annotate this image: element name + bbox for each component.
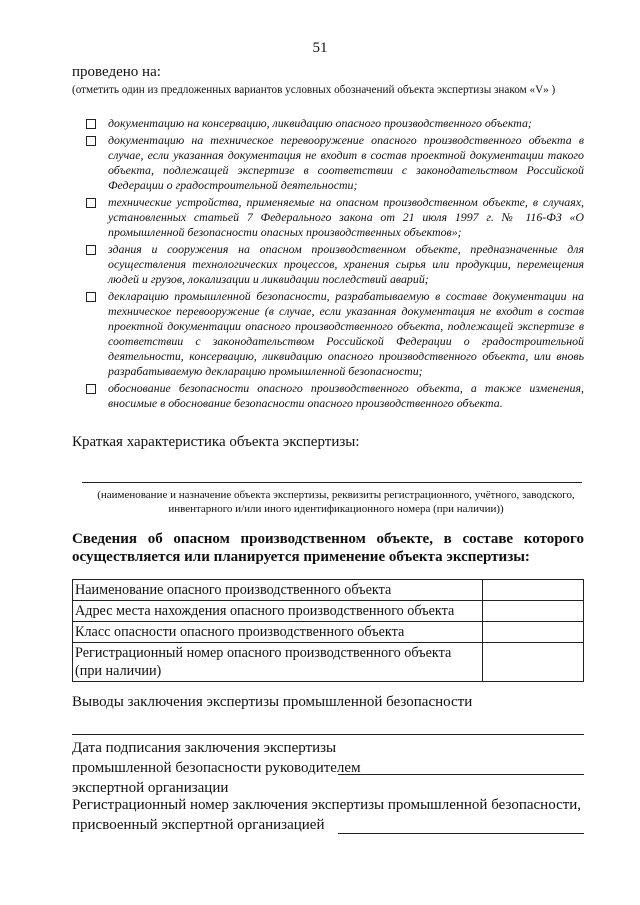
option-label: декларацию промышленной безопасности, разрабатываемую в составе документации на техническое перевооружение (в случае, если указанная документация не входит в состав проектной документации опасного производственного объекта, подлежащей экспертизе в соответствии с законодательством Российской Федерации о градостроительной деятельности, консервацию, ликвидацию опасного производственного объекта, или вновь разрабатываемую декларацию промышленной безопасности; bbox=[108, 289, 584, 378]
option-label: документацию на консервацию, ликвидацию опасного производственного объекта; bbox=[108, 116, 532, 130]
hpo-field-label: Адрес места нахождения опасного производственного объекта bbox=[73, 601, 483, 622]
checkbox[interactable] bbox=[86, 384, 96, 394]
checkbox[interactable] bbox=[86, 119, 96, 129]
checkbox[interactable] bbox=[86, 136, 96, 146]
table-row bbox=[73, 622, 584, 643]
signing-date-line[interactable] bbox=[338, 774, 584, 775]
brief-description-label: Краткая характеристика объекта экспертизы: bbox=[72, 434, 360, 450]
checkbox[interactable] bbox=[86, 245, 96, 255]
conclusion-regnum-label: Регистрационный номер заключения экспертизы промышленной безопасности, присвоенный экспертной организацией bbox=[72, 797, 582, 833]
conducted-on-heading: проведено на: bbox=[72, 64, 161, 80]
conclusions-label: Выводы заключения экспертизы промышленной безопасности bbox=[72, 694, 473, 710]
conclusions-line[interactable] bbox=[72, 734, 584, 735]
page-number: 51 bbox=[312, 40, 328, 56]
selection-hint: (отметить один из предложенных вариантов условных обозначений объекта экспертизы знаком «V» ) bbox=[72, 84, 556, 96]
hpo-regnum-value[interactable] bbox=[483, 643, 584, 682]
table-row bbox=[73, 643, 584, 682]
hpo-class-value[interactable] bbox=[483, 622, 584, 643]
option-declaration[interactable] bbox=[84, 289, 584, 379]
signing-date-label: Дата подписания заключения экспертизы промышленной безопасности руководителем экспертной организации bbox=[72, 740, 361, 796]
checkbox[interactable] bbox=[86, 292, 96, 302]
option-label: обоснование безопасности опасного производственного объекта, а также изменения, вносимые в обоснование безопасности опасного производственного объекта. bbox=[108, 381, 584, 410]
checkbox[interactable] bbox=[86, 198, 96, 208]
hpo-field-label: Наименование опасного производственного объекта bbox=[73, 580, 483, 601]
hpo-field-label: Класс опасности опасного производственного объекта bbox=[73, 622, 483, 643]
expertise-object-options bbox=[84, 116, 584, 413]
option-reequipment[interactable] bbox=[84, 133, 584, 193]
option-conservation[interactable] bbox=[84, 116, 584, 131]
option-technical-devices[interactable] bbox=[84, 195, 584, 240]
brief-description-line[interactable] bbox=[82, 482, 582, 483]
option-label: технические устройства, применяемые на опасном производственном объекте, в случаях, установленных статьей 7 Федерального закона от 21 июля 1997 г. № 116-ФЗ «О промышленной безопасности опасных производственных объектов»; bbox=[108, 195, 584, 239]
table-row bbox=[73, 580, 584, 601]
brief-description-caption: (наименование и назначение объекта экспертизы, реквизиты регистрационного, учётного, заводского, инвентарного и/или иного идентификационного номера (при наличии)) bbox=[97, 489, 575, 515]
table-row bbox=[73, 601, 584, 622]
option-label: документацию на техническое перевооружение опасного производственного объекта в случае, если указанная документация не входит в состав проектной документации такого объекта, подлежащей экспертизе в соответствии с законодательством Российской Федерации о градостроительной деятельности; bbox=[108, 133, 584, 192]
hpo-field-label: Регистрационный номер опасного производственного объекта (при наличии) bbox=[73, 643, 483, 682]
hpo-name-value[interactable] bbox=[483, 580, 584, 601]
hpo-table bbox=[72, 579, 584, 682]
option-buildings[interactable] bbox=[84, 242, 584, 287]
hpo-address-value[interactable] bbox=[483, 601, 584, 622]
conclusion-regnum-line[interactable] bbox=[338, 833, 584, 834]
option-label: здания и сооружения на опасном производственном объекте, предназначенные для осуществления технологических процессов, хранения сырья или продукции, перемещения людей и грузов, локализации и ликвидации последствий аварий; bbox=[108, 242, 584, 286]
option-safety-justification[interactable] bbox=[84, 381, 584, 411]
hpo-section-title: Сведения об опасном производственном объекте, в составе которого осуществляется или планируется применение объекта экспертизы: bbox=[72, 531, 584, 565]
